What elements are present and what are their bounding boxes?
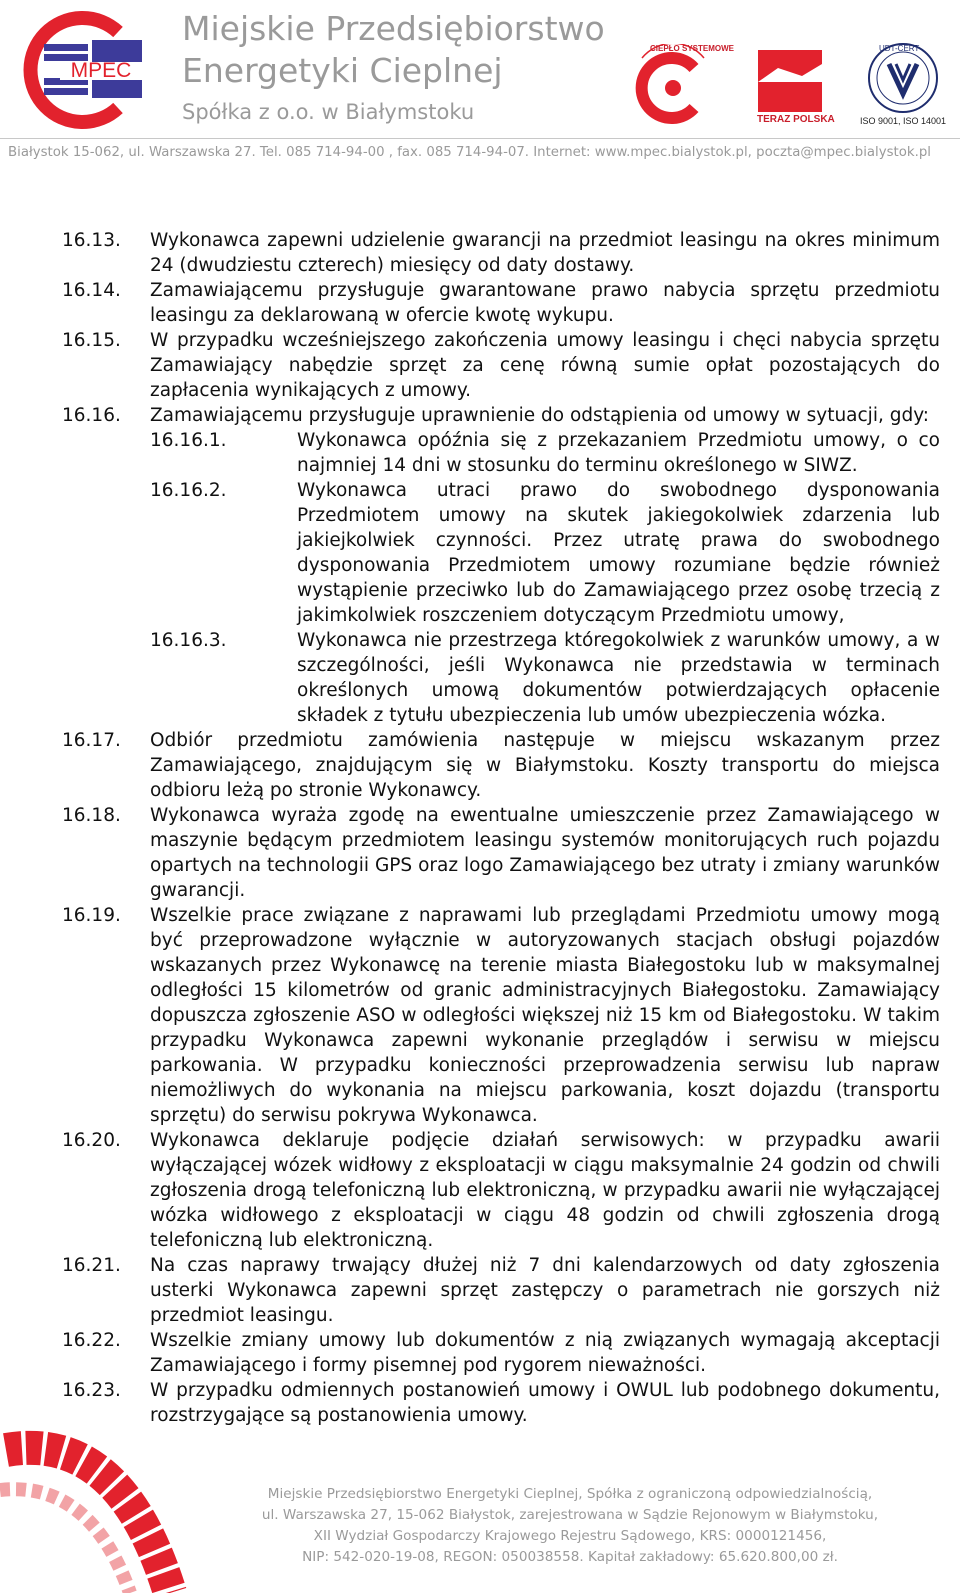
subclause-text: Wykonawca nie przestrzega któregokolwiek z warunków umowy, a w szczególności, jeśli Wykonawca nie przedstawia w terminach określonych umową dokumentów potwierdzających opłacenie składek z tytułu ubezpieczenia lub umów ubezpieczenia wózka. xyxy=(297,630,940,726)
clause-number: 16.21. xyxy=(62,1255,121,1276)
clause-16-17 xyxy=(0,728,960,803)
cieplo-caption: CIEPŁO SYSTEMOWE xyxy=(650,44,735,53)
footer-company-info xyxy=(220,1484,920,1568)
cieplo-systemowe-logo xyxy=(632,44,714,132)
clause-number: 16.19. xyxy=(62,905,121,926)
header-divider xyxy=(0,138,960,139)
clause-text: W przypadku odmiennych postanowień umowy i OWUL lub podobnego dokumentu, rozstrzygające są postanowienia umowy. xyxy=(150,1380,940,1426)
company-address: Białystok 15-062, ul. Warszawska 27. Tel. 085 714-94-00 , fax. 085 714-94-07. Internet: www.mpec.bialystok.pl, poczta@mpec.bialystok.pl xyxy=(8,145,931,160)
clause-number: 16.16. xyxy=(62,405,121,426)
clause-16-16 xyxy=(0,403,960,428)
clause-16-18 xyxy=(0,803,960,903)
clause-16-13 xyxy=(0,228,960,278)
document-body xyxy=(0,228,960,1428)
clause-16-16-2 xyxy=(0,478,960,628)
footer-line: NIP: 542-020-19-08, REGON: 050038558. Kapitał zakładowy: 65.620.800,00 zł. xyxy=(302,1549,838,1565)
udt-caption: UDT-CERT xyxy=(879,44,920,53)
clause-text: Wszelkie zmiany umowy lub dokumentów z nią związanych wymagają akceptacji Zamawiającego i formy pisemnej pod rygorem nieważności. xyxy=(150,1330,940,1376)
clause-16-23 xyxy=(0,1378,960,1428)
mpec-logo xyxy=(14,10,144,130)
company-name-line3: Spółka z o.o. w Białymstoku xyxy=(182,100,475,124)
clause-number: 16.13. xyxy=(62,230,121,251)
clause-16-15 xyxy=(0,328,960,403)
clause-number: 16.18. xyxy=(62,805,121,826)
clause-16-21 xyxy=(0,1253,960,1328)
clause-16-16-1 xyxy=(0,428,960,478)
company-name xyxy=(182,8,605,128)
clause-text: Wykonawca wyraża zgodę na ewentualne umieszczenie przez Zamawiającego w maszynie będącym przedmiotem leasingu systemów monitorujących ruch pojazdu opartych na technologii GPS oraz logo Zamawiającego bez utraty i zmiany warunków gwarancji. xyxy=(150,805,940,901)
footer-arc-graphic xyxy=(0,1430,240,1593)
subclause-number: 16.16.1. xyxy=(150,430,227,451)
clause-16-22 xyxy=(0,1328,960,1378)
footer-line: Miejskie Przedsiębiorstwo Energetyki Cieplnej, Spółka z ograniczoną odpowiedzialnością, xyxy=(267,1486,873,1502)
clause-text: Odbiór przedmiotu zamówienia następuje w miejscu wskazanym przez Zamawiającego, znajdującym się w Białymstoku. Koszty transportu do miejsca odbioru leżą po stronie Wykonawcy. xyxy=(150,730,940,801)
clause-16-20 xyxy=(0,1128,960,1253)
subclause-number: 16.16.3. xyxy=(150,630,227,651)
subclause-text: Wykonawca opóźnia się z przekazaniem Przedmiotu umowy, o co najmniej 14 dni w stosunku do terminu określonego w SIWZ. xyxy=(297,430,940,476)
clause-text: W przypadku wcześniejszego zakończenia umowy leasingu i chęci nabycia sprzętu Zamawiający nabędzie sprzęt za cenę równą sumie opłat pozostających do zapłacenia wynikających z umowy. xyxy=(150,330,940,401)
clause-number: 16.14. xyxy=(62,280,121,301)
clause-number: 16.20. xyxy=(62,1130,121,1151)
clause-number: 16.15. xyxy=(62,330,121,351)
clause-text: Zamawiającemu przysługuje gwarantowane prawo nabycia sprzętu przedmiotu leasingu za deklarowaną w ofercie kwotę wykupu. xyxy=(150,280,940,326)
clause-16-19 xyxy=(0,903,960,1128)
clause-16-16-3 xyxy=(0,628,960,728)
svg-text:MPEC: MPEC xyxy=(70,59,132,82)
company-name-line1: Miejskie Przedsiębiorstwo xyxy=(182,9,605,48)
clause-text: Zamawiającemu przysługuje uprawnienie do odstąpienia od umowy w sytuacji, gdy: xyxy=(150,405,930,426)
clause-text: Wszelkie prace związane z naprawami lub przeglądami Przedmiotu umowy mogą być przeprowadzone wyłącznie w autoryzowanych stacjach obsługi pojazdów wskazanych przez Wykonawcę na terenie miasta Białegostoku lub w maksymalnej odległości 15 kilometrów od granic administracyjnych Białegostoku. Zamawiający dopuszcza zgłoszenie ASO w odległości większej niż 15 km od Białegostoku. W takim przypadku Wykonawca zapewni wykonanie przeglądów i serwisu w miejscu parkowania. W przypadku konieczności przeprowadzenia serwisu lub napraw niemożliwych do wykonania na miejscu parkowania, koszt dojazdu (transportu sprzętu) do serwisu pokrywa Wykonawca. xyxy=(150,905,940,1126)
company-name-line2: Energetyki Cieplnej xyxy=(182,51,503,90)
clause-16-14 xyxy=(0,278,960,328)
iso-caption: ISO 9001, ISO 14001 xyxy=(860,116,947,126)
clause-text: Wykonawca zapewni udzielenie gwarancji na przedmiot leasingu na okres minimum 24 (dwudziestu czterech) miesięcy od daty dostawy. xyxy=(150,230,940,276)
subclause-number: 16.16.2. xyxy=(150,480,227,501)
clause-text: Na czas naprawy trwający dłużej niż 7 dni kalendarzowych od daty zgłoszenia usterki Wykonawca zapewni sprzęt zastępczy o parametrach nie gorszych niż przedmiot leasingu. xyxy=(150,1255,940,1326)
footer-line: XII Wydział Gospodarczy Krajowego Rejestru Sądowego, KRS: 0000121456, xyxy=(313,1528,827,1544)
clause-number: 16.22. xyxy=(62,1330,121,1351)
clause-number: 16.23. xyxy=(62,1380,121,1401)
clause-number: 16.17. xyxy=(62,730,121,751)
teraz-polska-caption: TERAZ POLSKA xyxy=(757,114,835,125)
footer-line: ul. Warszawska 27, 15-062 Białystok, zarejestrowana w Sądzie Rejonowym w Białymstoku, xyxy=(261,1507,879,1523)
subclause-text: Wykonawca utraci prawo do swobodnego dysponowania Przedmiotem umowy na skutek jakiegokolwiek zdarzenia lub jakiejkolwiek czynności. Przez utratę prawa do swobodnego dysponowania Przedmiotem umowy rozumiane będzie również wystąpienie przeciwko lub do Zamawiającego przez osobę trzecią z jakimkolwiek roszczeniem dotyczącym Przedmiotu umowy, xyxy=(297,480,940,626)
clause-text: Wykonawca deklaruje podjęcie działań serwisowych: w przypadku awarii wyłączającej wózek widłowy z eksploatacji w ciągu maksymalnie 24 godzin od chwili zgłoszenia drogą telefoniczną lub elektroniczną, w przypadku awarii nie wyłączającej wózka widłowego z eksploatacji w ciągu 48 godzin od chwili zgłoszenia drogą telefoniczną lub elektroniczną. xyxy=(150,1130,940,1251)
page-header xyxy=(0,0,960,170)
